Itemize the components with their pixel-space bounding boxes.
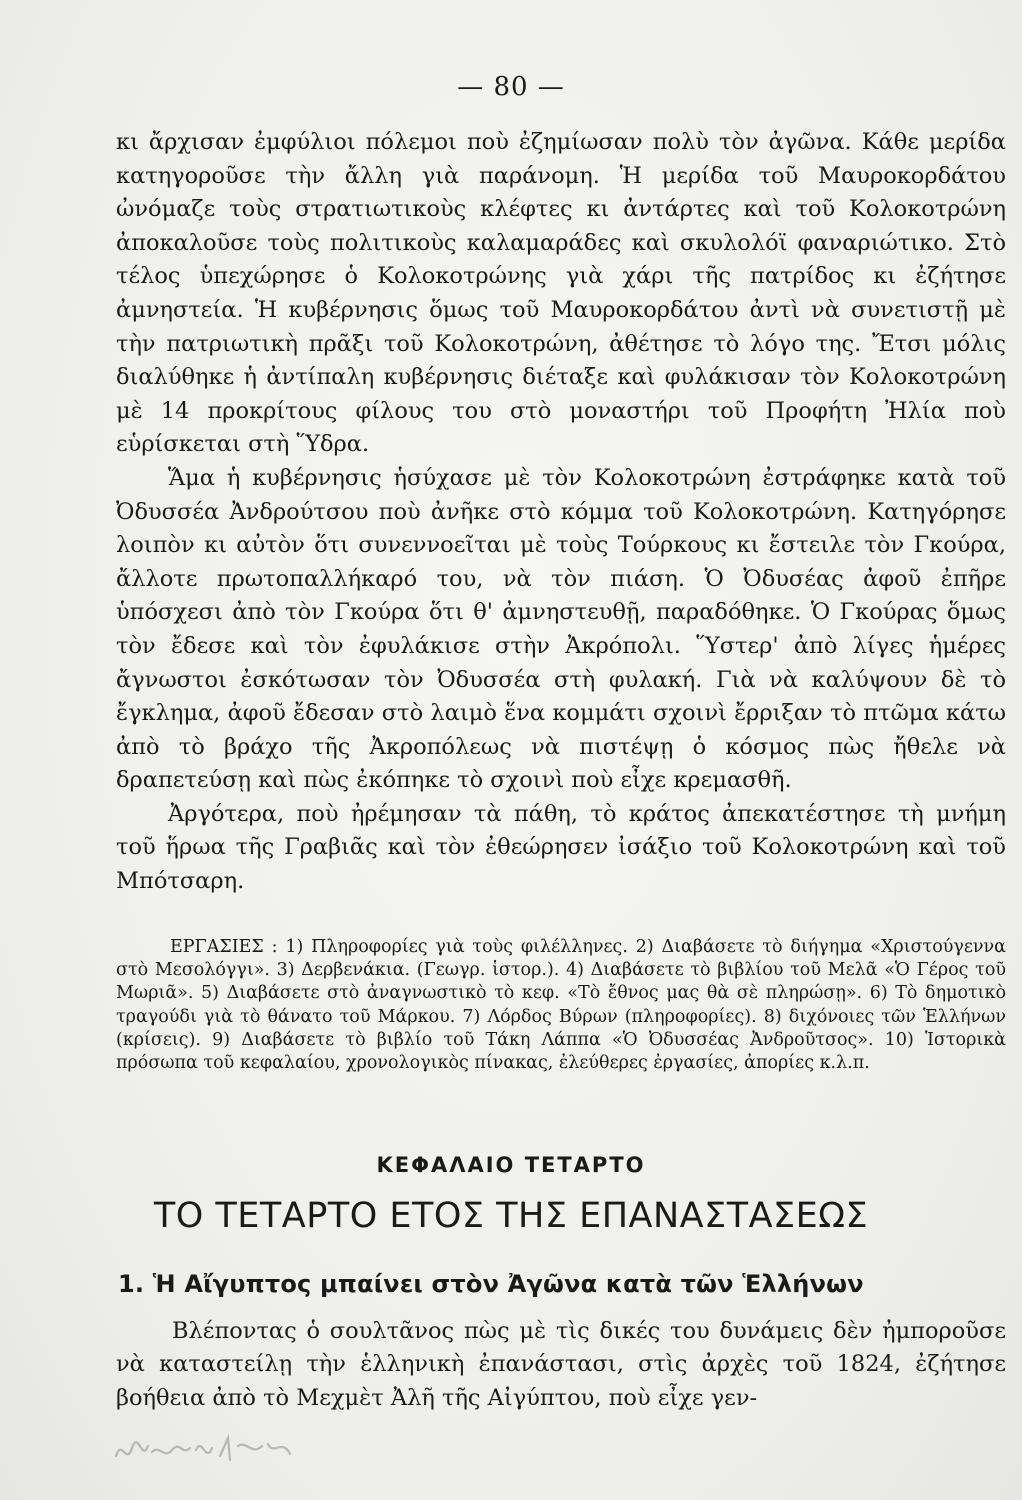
paragraph: Ἅμα ἡ κυβέρνησις ἡσύχασε μὲ τὸν Κολοκοτρώνη ἐστράφηκε κατὰ τοῦ Ὀδυσσέα Ἀνδρούτσου ποὺ ἀνῆκε στὸ κόμμα τοῦ Κολοκοτρώνη. Κατηγόρησε λοιπὸν κι αὐτὸν ὅτι συνεννοεῖται μὲ τοὺς Τούρκους κι ἔστειλε τὸν Γκούρα, ἄλλοτε πρωτοπαλλήκαρό του, νὰ τὸν πιάση. Ὁ Ὀδυσέας ἀφοῦ ἐπῆρε ὑπόσχεσι ἀπὸ τὸν Γκούρα ὅτι θ' ἀμνηστευθῇ, παραδόθηκε. Ὁ Γκούρας ὅμως τὸν ἔδεσε καὶ τὸν ἐφυλάκισε στὴν Ἀκρόπολι. Ὕστερ' ἀπὸ λίγες ἡμέρες ἄγνωστοι ἐσκότωσαν τὸν Ὀδυσσέα στὴ φυλακή. Γιὰ νὰ καλύψουν δὲ τὸ ἔγκλημα, ἀφοῦ ἔδεσαν στὸ λαιμὸ ἕνα κομμάτι σχοινὶ ἔρριξαν τὸ πτῶμα κάτω ἀπὸ τὸ βράχο τῆς Ἀκροπόλεως νὰ πιστέψῃ ὁ κόσμος πὼς ἤθελε νὰ δραπετεύσῃ καὶ πὼς ἐκόπηκε τὸ σχοινὶ ποὺ εἶχε κρεμασθῆ.	[116, 464, 1006, 794]
chapter-title: ΤΟ ΤΕΤΑΡΤΟ ΕΤΟΣ ΤΗΣ ΕΠΑΝΑΣΤΑΣΕΩΣ	[153, 1196, 869, 1236]
paragraph: Ἀργότερα, ποὺ ἠρέμησαν τὰ πάθη, τὸ κράτος ἀπεκατέστησε τὴ μνήμη τοῦ ἥρωα τῆς Γραβιᾶς καὶ τὸν ἐθεώρησεν ἰσάξιο τοῦ Κολοκοτρώνη καὶ τοῦ Μπότσαρη.	[116, 800, 1006, 895]
handwritten-signature	[112, 1426, 302, 1476]
paragraph: κι ἄρχισαν ἐμφύλιοι πόλεμοι ποὺ ἐζημίωσαν πολὺ τὸν ἀγῶνα. Κάθε μερίδα κατηγοροῦσε τὴν ἄλλη γιὰ παράνομη. Ἡ μερίδα τοῦ Μαυροκορδάτου ὠνόμαζε τοὺς στρατιωτικοὺς κλέφτες κι ἀντάρτες καὶ τοῦ Κολοκοτρώνη ἀποκαλοῦσε τοὺς πολιτικοὺς καλαμαράδες καὶ σκυλολόϊ φαναριώτικο. Στὸ τέλος ὑπεχώρησε ὁ Κολοκοτρώνης γιὰ χάρι τῆς πατρίδος κι ἐζήτησε ἀμνηστεία. Ἡ κυβέρνησις ὅμως τοῦ Μαυροκορδάτου ἀντὶ νὰ συνετιστῇ μὲ τὴν πατριωτικὴ πρᾶξι τοῦ Κολοκοτρώνη, ἀθέτησε τὸ λόγο της. Ἔτσι μόλις διαλύθηκε ἡ ἀντίπαλη κυβέρνησις διέταξε καὶ φυλάκισαν τὸν Κολοκοτρώνη μὲ 14 προκρίτους φίλους του στὸ μοναστήρι τοῦ Προφήτη Ἠλία ποὺ εὑρίσκεται στὴ Ὕδρα.	[116, 129, 1006, 458]
section-paragraph: Βλέποντας ὁ σουλτᾶνος πὼς μὲ τὶς δικές του δυνάμεις δὲν ἠμποροῦσε νὰ καταστείλῃ τὴν ἑλληνικὴ ἐπανάστασι, στὶς ἀρχὲς τοῦ 1824, ἐζήτησε βοήθεια ἀπὸ τὸ Μεχμὲτ Ἀλῆ τῆς Αἰγύπτου, ποὺ εἶχε γεν-	[116, 1318, 1006, 1411]
section-title: 1. Ἡ Αἴγυπτος μπαίνει στὸν Ἀγῶνα κατὰ τῶν Ἑλλήνων	[118, 1270, 864, 1298]
main-text	[116, 126, 1006, 899]
page-number: — 80 —	[457, 72, 565, 102]
exercises-note: ΕΡΓΑΣΙΕΣ : 1) Πληροφορίες γιὰ τοὺς φιλέλληνες. 2) Διαβάσετε τὸ διήγημα «Χριστούγεννα στὸ Μεσολόγγι». 3) Δερβενάκια. (Γεωγρ. ἱστορ.). 4) Διαβάσετε τὸ βιβλίου τοῦ Μελᾶ «Ὁ Γέρος τοῦ Μωριᾶ». 5) Διαβάσετε στὸ ἀναγνωστικὸ τὸ κεφ. «Τὸ ἔθνος μας θὰ σὲ πληρώσῃ». 6) Τὸ δημοτικὸ τραγούδι γιὰ τὸ θάνατο τοῦ Μάρκου. 7) Λόρδος Βύρων (πληροφορίες). 8) διχόνοιες τῶν Ἑλλήνων (κρίσεις). 9) Διαβάσετε τὸ βιβλίο τοῦ Τάκη Λάππα «Ὁ Ὀδυσσέας Ἀνδροῦτσος». 10) Ἱστορικὰ πρόσωπα τοῦ κεφαλαίου, χρονολογικὸς πίνακας, ἐλεύθερες ἐργασίες, ἀπορίες κ.λ.π.	[116, 937, 1006, 1074]
chapter-label: ΚΕΦΑΛΑΙΟ ΤΕΤΑΡΤΟ	[376, 1153, 646, 1177]
